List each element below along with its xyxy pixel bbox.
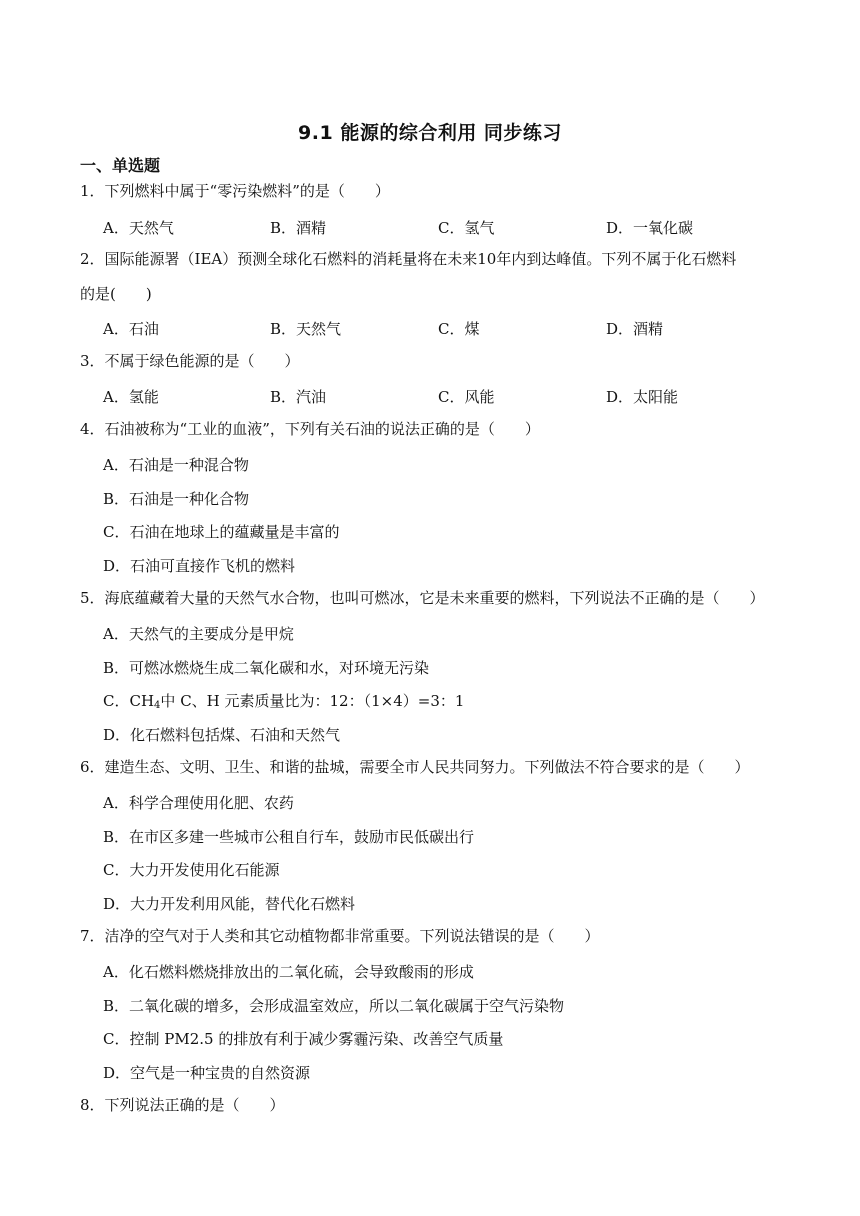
question-1-options <box>103 217 793 241</box>
question-1-stem: 1．下列燃料中属于“零污染燃料”的是（ ） <box>80 182 390 200</box>
option-a: A．天然气 <box>103 219 174 237</box>
option-c: C．大力开发使用化石能源 <box>103 861 280 879</box>
option-b: B．可燃冰燃烧生成二氧化碳和水，对环境无污染 <box>103 659 430 677</box>
option-a: A．氢能 <box>103 388 159 406</box>
option-d: D．一氧化碳 <box>606 219 694 237</box>
option-b: B．在市区多建一些城市公租自行车，鼓励市民低碳出行 <box>103 828 475 846</box>
option-b: B．二氧化碳的增多，会形成温室效应，所以二氧化碳属于空气污染物 <box>103 997 565 1015</box>
option-b: B．汽油 <box>270 388 327 406</box>
option-c: C．石油在地球上的蕴藏量是丰富的 <box>103 523 340 541</box>
option-c: C．风能 <box>438 388 495 406</box>
option-c-formula: C．CH <box>103 692 155 710</box>
option-c: C．控制 PM2.5 的排放有利于减少雾霾污染、改善空气质量 <box>103 1030 504 1048</box>
question-2-stem-line2: 的是( ) <box>80 285 152 303</box>
question-5-stem: 5．海底蕴藏着大量的天然气水合物，也叫可燃冰，它是未来重要的燃料，下列说法不正确的是（ ） <box>80 589 765 607</box>
option-a: A．科学合理使用化肥、农药 <box>103 794 294 812</box>
question-2-options <box>103 318 793 342</box>
page-title: 9.1 能源的综合利用 同步练习 <box>298 122 562 144</box>
option-a: A．石油 <box>103 320 159 338</box>
option-a: A．天然气的主要成分是甲烷 <box>103 625 294 643</box>
option-b: B．石油是一种化合物 <box>103 490 250 508</box>
question-2-stem-line1: 2．国际能源署（IEA）预测全球化石燃料的消耗量将在未来10年内到达峰值。下列不属于化石燃料 <box>80 250 737 268</box>
question-4-stem: 4．石油被称为“工业的血液”，下列有关石油的说法正确的是（ ） <box>80 420 540 438</box>
question-3-options <box>103 386 793 410</box>
question-8-stem: 8．下列说法正确的是（ ） <box>80 1096 285 1114</box>
question-7-stem: 7．洁净的空气对于人类和其它动植物都非常重要。下列说法错误的是（ ） <box>80 927 600 945</box>
option-d: D．酒精 <box>606 320 664 338</box>
option-c: C．煤 <box>438 320 480 338</box>
option-c: C．氢气 <box>438 219 495 237</box>
question-6-stem: 6．建造生态、文明、卫生、和谐的盐城，需要全市人民共同努力。下列做法不符合要求的是（ ） <box>80 758 750 776</box>
option-c-text: 中 C、H 元素质量比为：12：（1×4）=3：1 <box>160 692 465 710</box>
option-d: D．空气是一种宝贵的自然资源 <box>103 1064 311 1082</box>
option-b: B．酒精 <box>270 219 327 237</box>
option-c <box>103 690 464 711</box>
question-3-stem: 3．不属于绿色能源的是（ ） <box>80 352 300 370</box>
option-a: A．化石燃料燃烧排放出的二氧化硫，会导致酸雨的形成 <box>103 963 474 981</box>
section-heading: 一、单选题 <box>80 156 161 175</box>
option-d: D．化石燃料包括煤、石油和天然气 <box>103 726 341 744</box>
subscript: 4 <box>154 700 161 711</box>
option-d: D．太阳能 <box>606 388 679 406</box>
option-d: D．大力开发利用风能，替代化石燃料 <box>103 895 356 913</box>
option-a: A．石油是一种混合物 <box>103 456 249 474</box>
option-d: D．石油可直接作飞机的燃料 <box>103 557 296 575</box>
option-b: B．天然气 <box>270 320 342 338</box>
